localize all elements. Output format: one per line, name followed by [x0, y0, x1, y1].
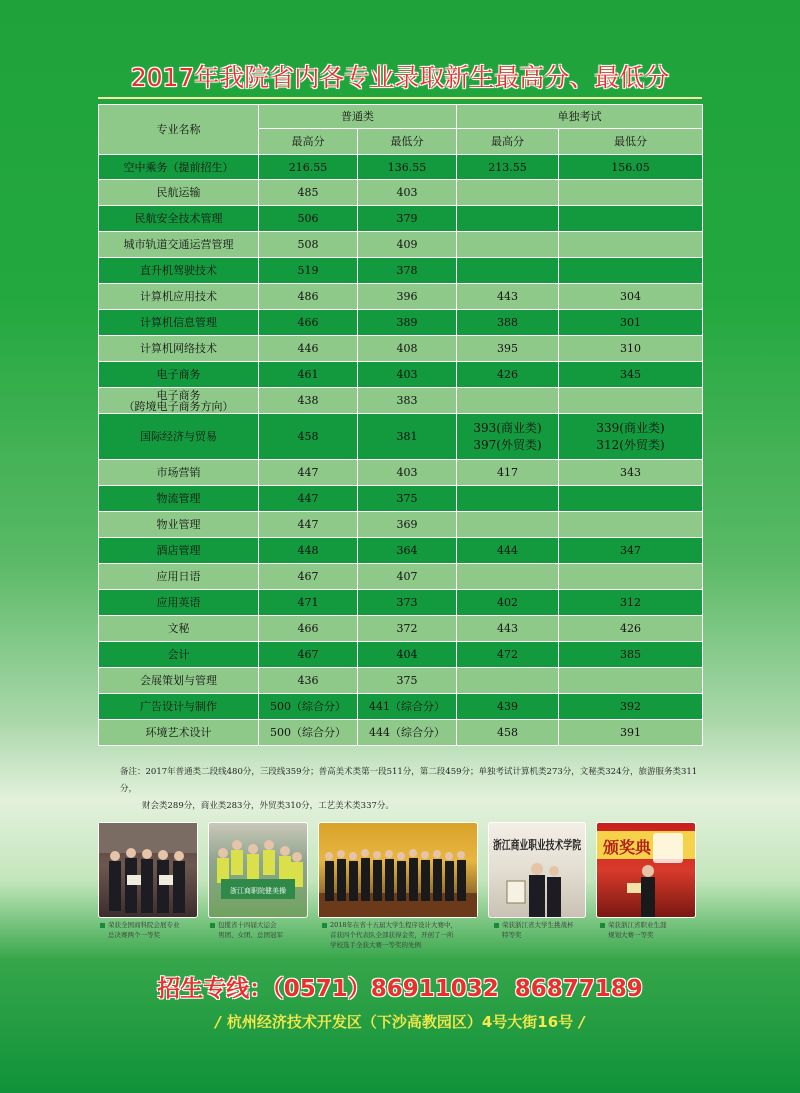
major-name: 广告设计与制作 [99, 694, 259, 720]
major-name: 电子商务 [156, 388, 201, 402]
single-max [457, 180, 559, 206]
single-max: 426 [457, 362, 559, 388]
table-row [99, 694, 703, 720]
table-row [99, 232, 703, 258]
career-award-illustration [597, 823, 695, 917]
table-row [99, 258, 703, 284]
single-max: 395 [457, 336, 559, 362]
single-max [457, 232, 559, 258]
table-row [99, 668, 703, 694]
table-row [99, 180, 703, 206]
photo-gymnastics-team [208, 822, 308, 918]
single-min [559, 180, 703, 206]
major-name: 文秘 [99, 616, 259, 642]
header-major: 专业名称 [99, 105, 259, 155]
single-max: 417 [457, 460, 559, 486]
award-banner-text: 颁奖典 [602, 838, 652, 857]
regular-max: 466 [259, 616, 358, 642]
regular-min: 373 [358, 590, 457, 616]
regular-min: 444（综合分） [358, 720, 457, 746]
major-name: 环境艺术设计 [99, 720, 259, 746]
single-max: 443 [457, 284, 559, 310]
major-name: 民航运输 [99, 180, 259, 206]
major-name: 城市轨道交通运营管理 [99, 232, 259, 258]
single-max [457, 206, 559, 232]
single-max-alt: 397(外贸类) [473, 437, 542, 452]
gymnastics-banner-text: 浙江商职院健美操 [230, 887, 286, 895]
single-min: 339(商业类) [596, 420, 665, 435]
bullet-icon [100, 923, 105, 928]
bullet-icon [600, 923, 605, 928]
single-max: 458 [457, 720, 559, 746]
regular-max: 500（综合分） [259, 720, 358, 746]
photo-caption-3: 2018年在省十五届大学生程序设计大赛中， 首获四个代表队全部获得金奖，开创了一所 学校选手全获大赛一等奖的先例 [322, 920, 457, 950]
single-min: 385 [559, 642, 703, 668]
table-row [99, 720, 703, 746]
major-name: 市场营销 [99, 460, 259, 486]
photo-caption-4: 荣获浙江省大学生挑战杯 特等奖 [494, 920, 574, 940]
single-min: 304 [559, 284, 703, 310]
regular-max: 471 [259, 590, 358, 616]
regular-max: 438 [259, 388, 358, 414]
single-max [457, 564, 559, 590]
table-row [99, 155, 703, 180]
regular-min: 404 [358, 642, 457, 668]
regular-min: 389 [358, 310, 457, 336]
major-name: 物业管理 [99, 512, 259, 538]
major-name: 国际经济与贸易 [99, 414, 259, 460]
single-min: 312 [559, 590, 703, 616]
header-single-max: 最高分 [457, 129, 559, 155]
regular-min: 378 [358, 258, 457, 284]
single-min [559, 564, 703, 590]
regular-min: 409 [358, 232, 457, 258]
regular-max: 458 [259, 414, 358, 460]
notes [120, 764, 700, 815]
single-min-cell [559, 414, 703, 460]
table-row [99, 284, 703, 310]
major-name: 空中乘务（提前招生） [99, 155, 259, 180]
single-max [457, 486, 559, 512]
single-min [559, 668, 703, 694]
table-row [99, 388, 703, 414]
address-text: 杭州经济技术开发区（下沙高教园区）4号大街16号 [226, 1013, 574, 1031]
single-max: 444 [457, 538, 559, 564]
single-max [457, 512, 559, 538]
regular-min: 136.55 [358, 155, 457, 180]
scores-body [99, 155, 703, 746]
table-row [99, 590, 703, 616]
gymnastics-team-illustration [209, 823, 307, 917]
regular-min: 403 [358, 460, 457, 486]
regular-min: 369 [358, 512, 457, 538]
single-min: 343 [559, 460, 703, 486]
award-team-illustration [99, 823, 197, 917]
regular-min: 379 [358, 206, 457, 232]
programming-contest-illustration [319, 823, 477, 917]
major-name-cell [99, 388, 259, 414]
single-max-cell [457, 414, 559, 460]
regular-max: 467 [259, 564, 358, 590]
regular-max: 461 [259, 362, 358, 388]
major-name: 应用日语 [99, 564, 259, 590]
photo-caption-2: 包揽省十四届大运会 男团、女团、总团冠军 [210, 920, 283, 940]
header-regular-max: 最高分 [259, 129, 358, 155]
header-single-min: 最低分 [559, 129, 703, 155]
table-row [99, 310, 703, 336]
table-row [99, 460, 703, 486]
major-name: 计算机应用技术 [99, 284, 259, 310]
admissions-hotline [0, 970, 800, 1003]
regular-min: 375 [358, 668, 457, 694]
regular-min: 364 [358, 538, 457, 564]
photo-award-team [98, 822, 198, 918]
table-row [99, 564, 703, 590]
single-min: 426 [559, 616, 703, 642]
regular-min: 403 [358, 362, 457, 388]
single-max: 402 [457, 590, 559, 616]
bullet-icon [210, 923, 215, 928]
regular-max: 447 [259, 512, 358, 538]
photo-caption-1: 荣获全国商科院会展专业 总决赛两个一等奖 [100, 920, 180, 940]
calligraphy-text: 浙江商业职业技术学院 [493, 838, 614, 852]
notes-line-2: 财会类289分，商业类283分，外贸类310分，工艺美术类337分。 [142, 801, 394, 811]
table-row [99, 336, 703, 362]
regular-max: 467 [259, 642, 358, 668]
regular-max: 508 [259, 232, 358, 258]
table-row [99, 206, 703, 232]
single-max: 443 [457, 616, 559, 642]
table-row [99, 642, 703, 668]
hotline-label: 招生专线： [157, 976, 273, 1002]
single-min [559, 258, 703, 284]
regular-max: 448 [259, 538, 358, 564]
notes-line-1: 备注：2017年普通类二段线480分，三段线359分；普高美术类第一段511分，第二段459分；单独考试计算机类273分，文秘类324分，旅游服务类311分， [120, 767, 698, 794]
photo-challenge-cup [488, 822, 614, 918]
header-single: 单独考试 [457, 105, 703, 129]
bullet-icon [322, 923, 327, 928]
table-row [99, 512, 703, 538]
table-row [99, 616, 703, 642]
single-max: 439 [457, 694, 559, 720]
photo-caption-5: 荣获浙江省职业生涯 规划大赛一等奖 [600, 920, 667, 940]
regular-max: 500（综合分） [259, 694, 358, 720]
regular-max: 436 [259, 668, 358, 694]
regular-min: 408 [358, 336, 457, 362]
single-min [559, 232, 703, 258]
photo-programming-contest [318, 822, 478, 918]
major-name: 电子商务 [99, 362, 259, 388]
single-min [559, 486, 703, 512]
regular-min: 383 [358, 388, 457, 414]
regular-max: 466 [259, 310, 358, 336]
major-name: 会展策划与管理 [99, 668, 259, 694]
regular-max: 446 [259, 336, 358, 362]
regular-min: 372 [358, 616, 457, 642]
challenge-cup-illustration [489, 823, 614, 917]
regular-max: 216.55 [259, 155, 358, 180]
regular-min: 396 [358, 284, 457, 310]
single-max [457, 668, 559, 694]
regular-max: 519 [259, 258, 358, 284]
single-min: 310 [559, 336, 703, 362]
regular-min: 403 [358, 180, 457, 206]
table-row [99, 486, 703, 512]
single-min: 345 [559, 362, 703, 388]
regular-max: 447 [259, 460, 358, 486]
regular-min: 407 [358, 564, 457, 590]
hotline-numbers: （0571）86911032 86877189 [272, 976, 643, 1002]
single-min [559, 512, 703, 538]
header-regular-min: 最低分 [358, 129, 457, 155]
regular-min: 441（综合分） [358, 694, 457, 720]
regular-max: 506 [259, 206, 358, 232]
single-max: 213.55 [457, 155, 559, 180]
table-row [99, 538, 703, 564]
single-max: 393(商业类) [473, 420, 542, 435]
regular-min: 375 [358, 486, 457, 512]
single-min [559, 388, 703, 414]
single-min-alt: 312(外贸类) [596, 437, 665, 452]
major-name-sub: （跨境电子商务方向） [123, 399, 234, 413]
slash-decoration-left: / [215, 1013, 221, 1031]
major-name: 应用英语 [99, 590, 259, 616]
scores-table [98, 104, 703, 746]
single-min: 391 [559, 720, 703, 746]
major-name: 计算机网络技术 [99, 336, 259, 362]
regular-max: 486 [259, 284, 358, 310]
slash-decoration-right: / [579, 1013, 585, 1031]
header-regular: 普通类 [259, 105, 457, 129]
major-name: 民航安全技术管理 [99, 206, 259, 232]
single-min: 156.05 [559, 155, 703, 180]
bullet-icon [494, 923, 499, 928]
single-max [457, 258, 559, 284]
table-row [99, 362, 703, 388]
regular-min: 381 [358, 414, 457, 460]
campus-address [0, 1011, 800, 1032]
major-name: 会计 [99, 642, 259, 668]
regular-max: 447 [259, 486, 358, 512]
regular-max: 485 [259, 180, 358, 206]
single-max: 472 [457, 642, 559, 668]
major-name: 直升机驾驶技术 [99, 258, 259, 284]
major-name: 物流管理 [99, 486, 259, 512]
single-max: 388 [457, 310, 559, 336]
single-max [457, 388, 559, 414]
single-min: 347 [559, 538, 703, 564]
single-min: 301 [559, 310, 703, 336]
major-name: 酒店管理 [99, 538, 259, 564]
page-title: 2017年我院省内各专业录取新生最高分、最低分 [130, 63, 670, 92]
single-min [559, 206, 703, 232]
major-name: 计算机信息管理 [99, 310, 259, 336]
table-row [99, 414, 703, 460]
photo-career-award [596, 822, 696, 918]
single-min: 392 [559, 694, 703, 720]
title-rule [98, 97, 702, 99]
